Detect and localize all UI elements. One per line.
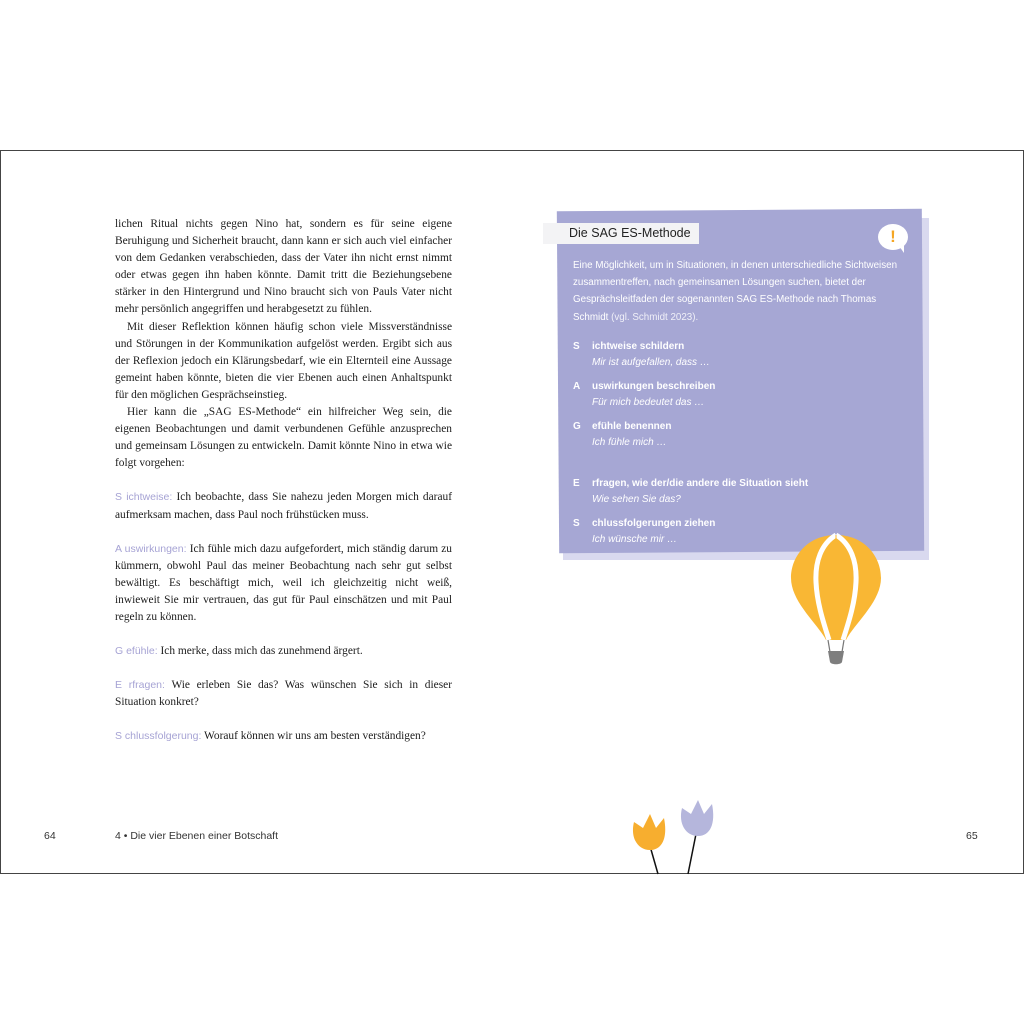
tulips-illustration [622, 800, 732, 874]
tulip-orange-illustration [633, 814, 665, 850]
example-label: S ichtweise: [115, 491, 173, 504]
example-label: E rfragen: [115, 679, 165, 692]
citation: (vgl. Schmidt 2023). [611, 311, 699, 323]
step-schlussfolgerungen: S chlussfolgerungen ziehen Ich wünsche mir … [573, 518, 716, 545]
page-number-right: 65 [966, 830, 978, 842]
paragraph: Hier kann die „SAG ES-Methode“ ein hilfreicher Weg sein, die eigenen Beobachtungen und damit verbundenen Gefühle anzusprechen und gemeinsam Lösungen zu entwickeln. Damit könnte Nino in etwa wie folgt vorgehen: [115, 406, 452, 470]
paragraph: lichen Ritual nichts gegen Nino hat, sondern es für seine eigene Beruhigung und Sicherheit braucht, dann kann er sich auch viel einfacher von dem Gedanken verabschieden, dass der Vater ihn nicht ernst nimmt oder etwas gegen ihn haben könnte. Damit tritt die Beziehungsebene stärker in den Hintergrund und Nino braucht sich von Pauls Vater nicht mehr persönlich angegriffen und herabgesetzt zu fühlen. [115, 218, 452, 316]
example-erfragen: E rfragen: Wie erleben Sie das? Was wünschen Sie sich in dieser Situation konkret? [115, 679, 453, 709]
left-page-body [115, 216, 452, 745]
box-intro: Eine Möglichkeit, um in Situationen, in denen unterschiedliche Sichtweisen zusammentreffen, nach gemeinsamen Lösungen suchen, bietet der Gesprächsleitfaden der sogenannten SAG ES-Methode nach Thomas Schmidt (vgl. Schmidt 2023). [573, 260, 898, 323]
example-label: S chlussfolgerung: [115, 730, 202, 743]
tulip-lavender-illustration [681, 800, 713, 836]
example-auswirkungen: A uswirkungen: Ich fühle mich dazu aufgefordert, mich ständig darum zu kümmern, obwohl Paul das meiner Beobachtung nach sehr gut selbst bewältigt. Es beschäftigt mich, weil ich gleichzeitig nicht weiß, inwieweit Sie mir vertrauen, das gut für Paul einschätzen und mit Paul regeln zu können. [115, 542, 453, 623]
example-label: G efühle: [115, 645, 158, 658]
hot-air-balloon-illustration [788, 532, 884, 668]
step-erfragen: E rfragen, wie der/die andere die Situation sieht Wie sehen Sie das? [573, 478, 809, 505]
page-number-left: 64 [44, 830, 56, 842]
alert-mark: ! [890, 227, 896, 246]
step-auswirkungen: A uswirkungen beschreiben Für mich bedeutet das … [573, 381, 716, 408]
step-sichtweise: S ichtweise schildern Mir ist aufgefallen, dass … [573, 341, 710, 368]
step-gefuehle: G efühle benennen Ich fühle mich … [573, 421, 672, 448]
example-gefuehle: G efühle: Ich merke, dass mich das zunehmend ärgert. [115, 645, 363, 658]
example-schlussfolgerung: S chlussfolgerung: Worauf können wir uns am besten verständigen? [115, 730, 426, 743]
example-label: A uswirkungen: [115, 542, 187, 555]
box-title: Die SAG ES-Methode [543, 223, 699, 244]
running-head: 4 • Die vier Ebenen einer Botschaft [115, 830, 279, 842]
paragraph: Mit dieser Reflektion können häufig schon viele Missverständnisse und Störungen in der Kommunikation aufgelöst werden. Ergibt sich aus der Reflexion jedoch ein Klärungsbedarf, wie ein Elternteil eine Aussage gemeint haben könnte, bieten die vier Ebenen auch einen Anhaltspunkt für den möglichen Gesprächseinstieg. [115, 320, 452, 401]
example-sichtweise: S ichtweise: Ich beobachte, dass Sie nahezu jeden Morgen mich darauf aufmerksam machen, dass Paul noch frühstücken muss. [115, 491, 453, 521]
